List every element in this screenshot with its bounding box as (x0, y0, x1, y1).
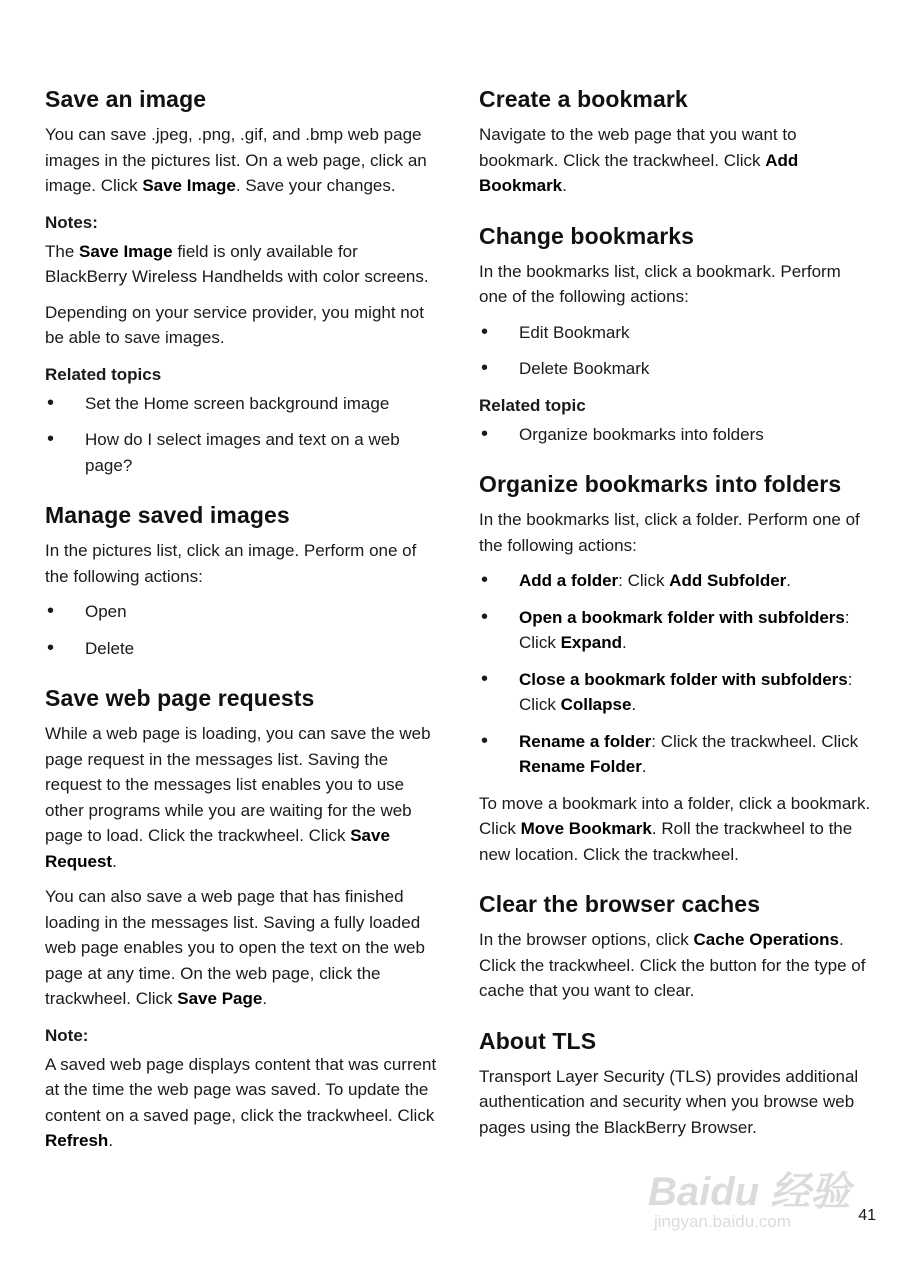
paragraph: You can save .jpeg, .png, .gif, and .bmp web page images in the pictures list. On a web page, click an image. Click Save Image. Save your changes. (45, 125, 427, 195)
paragraph: Transport Layer Security (TLS) provides additional authentication and security when you browse web pages using the BlackBerry Browser. (479, 1066, 859, 1137)
paragraph: In the browser options, click Cache Operations. Click the trackwheel. Click the button for the type of cache that you want to clear. (479, 930, 866, 1000)
related-topics-list (479, 422, 871, 448)
paragraph: In the pictures list, click an image. Perform one of the following actions: (45, 541, 417, 586)
section-manage-saved-images (45, 500, 437, 661)
list-item: • Delete (45, 636, 437, 662)
actions-list (479, 320, 871, 382)
section-save-web-page-requests (45, 683, 437, 1154)
note-paragraph: The Save Image field is only available for BlackBerry Wireless Handhelds with color screens. (45, 241, 429, 286)
heading-organize-bookmarks: Organize bookmarks into folders (479, 471, 842, 497)
related-topic-link[interactable]: • Organize bookmarks into folders (479, 422, 871, 448)
paragraph: To move a bookmark into a folder, click a bookmark. Click Move Bookmark. Roll the trackwheel to the new location. Click the trackwheel. (479, 793, 871, 864)
related-topic-heading: Related topic (479, 395, 586, 415)
note-paragraph: Depending on your service provider, you might not be able to save images. (45, 302, 424, 347)
watermark-logo: Baidu 经验 (648, 1170, 851, 1214)
section-organize-bookmarks (479, 469, 871, 867)
list-item: • Delete Bookmark (479, 356, 871, 382)
watermark-url: jingyan.baidu.com (654, 1212, 792, 1231)
list-item: • Close a bookmark folder with subfolders: Click Collapse. (479, 667, 871, 718)
actions-list (479, 568, 871, 780)
list-item: • Rename a folder: Click the trackwheel. Click Rename Folder. (479, 729, 871, 780)
section-create-bookmark (479, 84, 871, 199)
list-item: • Open a bookmark folder with subfolders: Click Expand. (479, 605, 871, 656)
related-topic-link[interactable]: • Set the Home screen background image (45, 391, 437, 417)
related-topics-list (45, 391, 437, 479)
list-item: • Add a folder: Click Add Subfolder. (479, 568, 871, 594)
note-heading: Note: (45, 1025, 89, 1045)
section-about-tls (479, 1026, 871, 1141)
heading-manage-saved-images: Manage saved images (45, 502, 290, 528)
section-save-image (45, 84, 437, 478)
note-paragraph: A saved web page displays content that was current at the time the web page was saved. To update the content on a saved page, click the trackwheel. Click Refresh. (45, 1054, 437, 1150)
actions-list (45, 599, 437, 661)
list-item: • Edit Bookmark (479, 320, 871, 346)
watermark (640, 1160, 880, 1240)
left-column (45, 84, 437, 1176)
paragraph: In the bookmarks list, click a bookmark. Perform one of the following actions: (479, 261, 841, 306)
paragraph: Navigate to the web page that you want to bookmark. Click the trackwheel. Click Add Bookmark. (479, 125, 799, 195)
paragraph: While a web page is loading, you can save the web page request in the messages list. Saving the request to the messages list enables you to use other programs while you are waiting for the web page to load. Click the trackwheel. Click Save Request. (45, 724, 431, 871)
heading-change-bookmarks: Change bookmarks (479, 222, 695, 249)
paragraph: You can also save a web page that has finished loading in the messages list. Saving a fully loaded web page enables you to open the text on the web page at any time. On the web page, click the trackwheel. Click Save Page. (45, 887, 425, 1008)
heading-create-bookmark: Create a bookmark (479, 86, 688, 112)
section-clear-browser-caches (479, 889, 871, 1004)
related-topics-heading: Related topics (45, 364, 162, 384)
page-number: 41 (858, 1207, 876, 1224)
heading-save-web-page-requests: Save web page requests (45, 685, 315, 711)
notes-heading: Notes: (45, 212, 98, 232)
right-column (479, 84, 871, 1162)
related-topic-link[interactable]: • How do I select images and text on a web page? (45, 427, 437, 478)
heading-save-image: Save an image (45, 86, 207, 112)
paragraph: In the bookmarks list, click a folder. Perform one of the following actions: (479, 510, 860, 555)
heading-about-tls: About TLS (479, 1027, 597, 1054)
heading-clear-browser-caches: Clear the browser caches (479, 891, 761, 917)
section-change-bookmarks (479, 221, 871, 448)
list-item: • Open (45, 599, 437, 625)
